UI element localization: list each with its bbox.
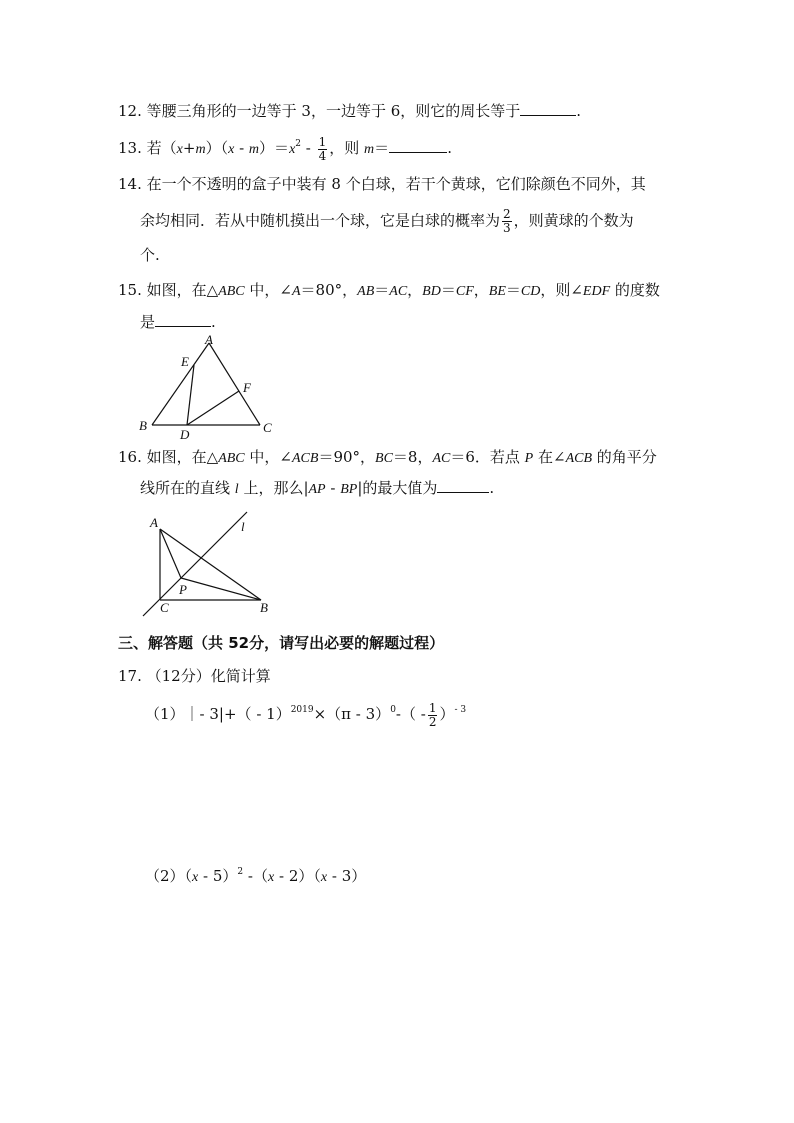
numerator: 2 [503, 207, 511, 221]
answer-blank[interactable] [520, 101, 576, 116]
question-14-line1 [118, 174, 646, 194]
expr: -（ - [395, 705, 426, 723]
text: ）（ [205, 139, 229, 157]
fraction [318, 136, 328, 163]
text: 中，∠ [244, 448, 292, 466]
question-16-line2 [140, 478, 494, 500]
op: ＝ [374, 281, 390, 299]
var: CF [455, 284, 474, 299]
question-text: ，则黄球的个数为 [513, 211, 634, 230]
denominator: 4 [318, 148, 327, 163]
punct: . [447, 139, 452, 157]
label-B: B [139, 418, 147, 433]
text: 若（ [146, 139, 177, 157]
text: 的角平分 [592, 448, 657, 466]
expr: -（ [243, 867, 268, 885]
question-number: 12. [118, 102, 142, 120]
numerator: 1 [318, 134, 327, 149]
var: ABC [218, 451, 245, 466]
text: ＝8， [392, 448, 433, 466]
var: l [234, 482, 239, 497]
exponent: 2 [295, 139, 302, 149]
answer-blank[interactable] [155, 312, 211, 327]
question-15-line1 [118, 280, 660, 302]
denominator: 2 [428, 714, 437, 729]
question-number: 14. [118, 175, 142, 193]
expr: （2）（ [145, 867, 193, 885]
label-P: P [179, 582, 187, 597]
var: ABC [218, 284, 245, 299]
var: P [524, 451, 534, 466]
question-text: 个. [140, 246, 160, 264]
triangle-figure-15 [130, 330, 290, 442]
var: x [228, 142, 235, 157]
text: ， [407, 281, 423, 299]
punct: . [489, 479, 495, 497]
var: AP [308, 482, 326, 497]
numerator: 1 [428, 700, 437, 715]
var: x [192, 870, 199, 885]
exponent: 2019 [290, 705, 314, 715]
var: BE [488, 284, 506, 299]
var: AC [389, 284, 408, 299]
question-13 [118, 134, 452, 163]
var: CD [520, 284, 541, 299]
text: |的最大值为 [357, 479, 438, 497]
var: ACB [291, 451, 319, 466]
var: AB [357, 284, 375, 299]
text: ）＝ [259, 139, 290, 157]
question-number: 17. [118, 667, 142, 685]
text: 在∠ [533, 448, 566, 466]
q17-part1 [145, 700, 466, 729]
text: ＝6．若点 [450, 448, 525, 466]
fraction [502, 208, 512, 235]
fraction [428, 702, 438, 729]
text: ＝80°， [300, 281, 358, 299]
var: x [268, 870, 275, 885]
exponent: 2 [237, 867, 244, 877]
question-title: （12分）化简计算 [146, 667, 271, 685]
expr: ） [439, 705, 455, 723]
exponent: 0 [390, 705, 396, 715]
question-text: 余均相同．若从中随机摸出一个球，它是白球的概率为 [140, 211, 501, 230]
label-C: C [263, 420, 272, 435]
answer-blank[interactable] [389, 138, 447, 153]
section-heading: 三、解答题（共 52分，请写出必要的解题过程） [118, 634, 445, 652]
label-B: B [260, 600, 268, 615]
expr: ×（π - 3） [313, 705, 391, 723]
op: - [325, 479, 341, 497]
label-D: D [180, 427, 190, 442]
var: A [291, 284, 301, 299]
exponent: - 3 [454, 705, 467, 715]
label-E: E [181, 354, 189, 369]
var: x [176, 142, 183, 157]
question-17 [118, 666, 271, 686]
label-F: F [243, 380, 251, 395]
punct: . [211, 313, 216, 331]
expr: - 2）（ [274, 867, 321, 885]
var: m [364, 142, 375, 157]
question-14-line2 [140, 208, 634, 235]
question-number: 16. [118, 448, 142, 466]
expr: （1）｜- 3|+（ - 1） [145, 705, 291, 723]
text: 的度数 [610, 281, 660, 299]
op: + [182, 139, 196, 157]
question-number: 13. [118, 139, 142, 157]
expr: - 5） [198, 867, 238, 885]
op: - [234, 139, 249, 157]
text: 中，∠ [244, 281, 292, 299]
text: 线所在的直线 [140, 479, 235, 497]
expr: - 3） [327, 867, 367, 885]
op: - [301, 139, 316, 157]
var: BD [422, 284, 441, 299]
text: ，则∠ [540, 281, 583, 299]
op: ＝ [505, 281, 521, 299]
label-A: A [150, 515, 158, 530]
var: m [195, 142, 206, 157]
question-14-line3 [140, 245, 160, 265]
var: x [320, 870, 328, 885]
question-16-line1 [118, 447, 657, 469]
text: ， [473, 281, 489, 299]
question-12 [118, 101, 581, 121]
question-number: 15. [118, 281, 142, 299]
q17-part2 [145, 862, 366, 888]
question-15-line2 [140, 312, 216, 332]
text: ＝90°， [318, 448, 376, 466]
triangle-figure-16 [135, 508, 280, 618]
text: ，则 [329, 139, 365, 157]
var: x [289, 142, 296, 157]
label-l: l [241, 519, 245, 534]
var: BC [375, 451, 393, 466]
question-text: 在一个不透明的盒子中装有 8 个白球，若干个黄球，它们除颜色不同外，其 [146, 175, 646, 193]
var: AC [432, 451, 451, 466]
text: 是 [140, 313, 156, 331]
op: ＝ [374, 139, 390, 157]
label-C: C [160, 600, 169, 615]
var: BP [340, 482, 358, 497]
question-text: 等腰三角形的一边等于 3，一边等于 6，则它的周长等于 [146, 102, 521, 120]
var: EDF [582, 284, 611, 299]
denominator: 3 [503, 221, 511, 235]
answer-blank[interactable] [437, 478, 489, 493]
label-A: A [205, 332, 213, 347]
punct: . [576, 102, 582, 120]
text: 上，那么| [238, 479, 309, 497]
text: 如图，在△ [146, 281, 219, 299]
var: ACB [565, 451, 593, 466]
op: ＝ [440, 281, 456, 299]
text: 如图，在△ [146, 448, 219, 466]
var: m [248, 142, 260, 157]
